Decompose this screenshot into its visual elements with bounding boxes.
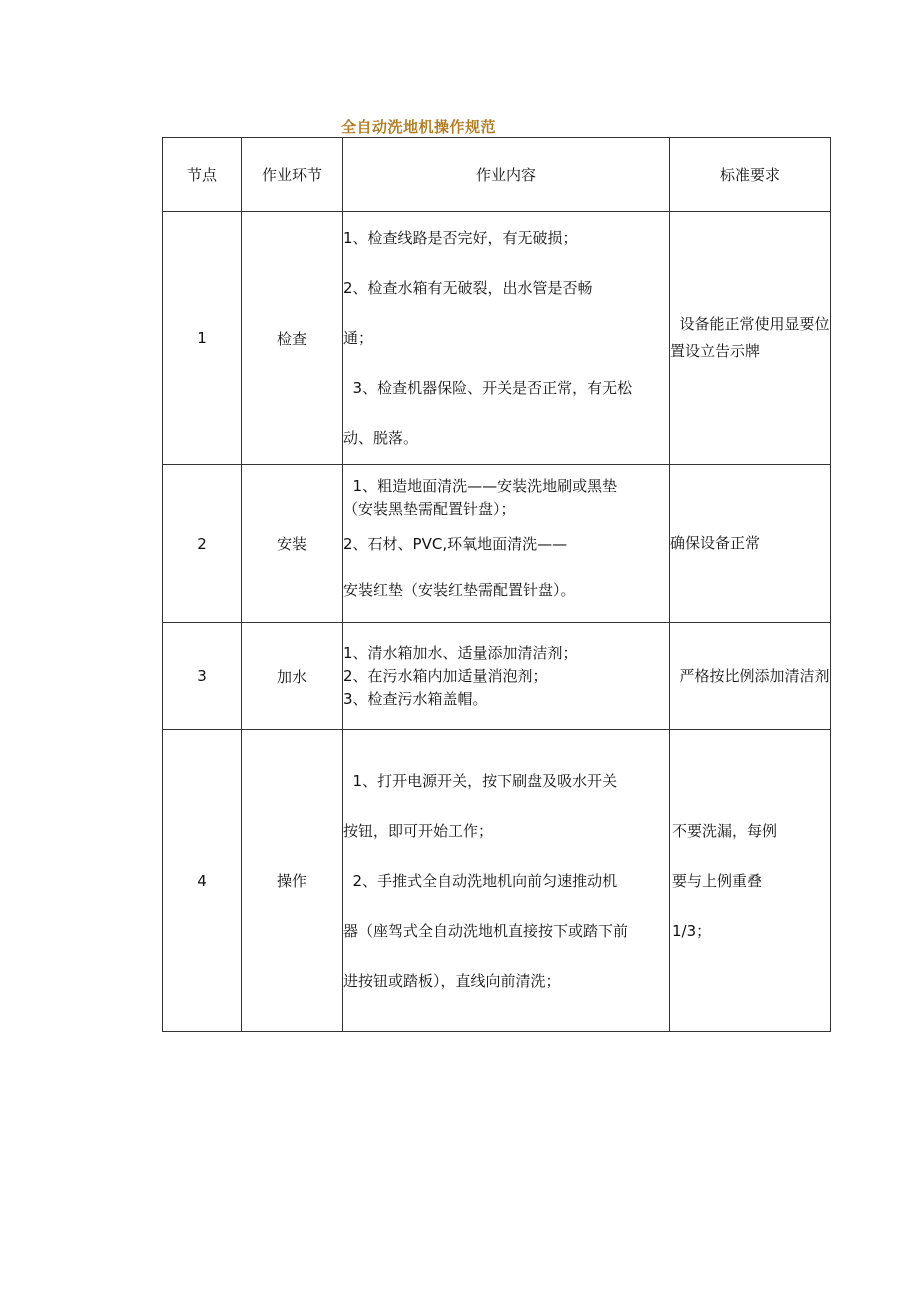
row-node: 1 [163,212,242,465]
content-line: 1、清水箱加水、适量添加清洁剂； [343,643,578,662]
row-step: 操作 [242,730,343,1032]
row-step: 检查 [242,212,343,465]
row-node: 3 [163,623,242,730]
row-node: 4 [163,730,242,1032]
header-standard: 标准要求 [670,138,831,212]
row-standard: 严格按比例添加清洁剂 [670,623,831,730]
content-line: 2、手推式全自动洗地机向前匀速推动机 [343,871,618,890]
content-line: 2、检查水箱有无破裂，出水管是否畅 [343,279,593,297]
content-line: 1、检查线路是否完好，有无破损； [343,229,578,247]
row-content [343,465,670,623]
header-step: 作业环节 [242,138,343,212]
table-row [163,730,831,1032]
content-line: 通； [343,329,374,347]
table-header-row [163,138,831,212]
table-row [163,623,831,730]
page-title: 全自动洗地机操作规范 [341,118,497,136]
row-standard: 确保设备正常 [670,465,831,623]
content-line: 按钮，即可开始工作； [343,821,494,840]
content-line: 2、在污水箱内加适量消泡剂； [343,666,548,685]
content-line: 1、打开电源开关，按下刷盘及吸水开关 [343,771,618,790]
standard-line: 不要洗漏，每例 [672,821,778,840]
row-standard: 设备能正常使用显要位置设立告示牌 [670,212,831,465]
standard-line: 要与上例重叠 [672,871,763,890]
content-line: 3、检查机器保险、开关是否正常，有无松 [343,379,633,397]
table-row [163,212,831,465]
content-line: 器（座驾式全自动洗地机直接按下或踏下前 [343,921,629,940]
spec-table [162,137,831,1032]
row-node: 2 [163,465,242,623]
header-content: 作业内容 [343,138,670,212]
content-line: 安装红垫（安装红垫需配置针盘）。 [343,580,576,599]
content-line: 3、检查污水箱盖帽。 [343,689,488,708]
row-content [343,623,670,730]
row-step: 安装 [242,465,343,623]
row-content [343,212,670,465]
row-standard [670,730,831,1032]
header-node: 节点 [163,138,242,212]
row-step: 加水 [242,623,343,730]
standard-line: 1/3； [672,921,712,940]
content-line: 2、石材、PVC,环氧地面清洗—— [343,534,568,553]
content-line: （安装黑垫需配置针盘）； [343,499,516,518]
content-line: 动、脱落。 [343,429,419,447]
row-content [343,730,670,1032]
content-line: 进按钮或踏板），直线向前清洗； [343,971,561,990]
table-row [163,465,831,623]
content-line: 1、粗造地面清洗——安装洗地刷或黑垫 [343,476,618,495]
